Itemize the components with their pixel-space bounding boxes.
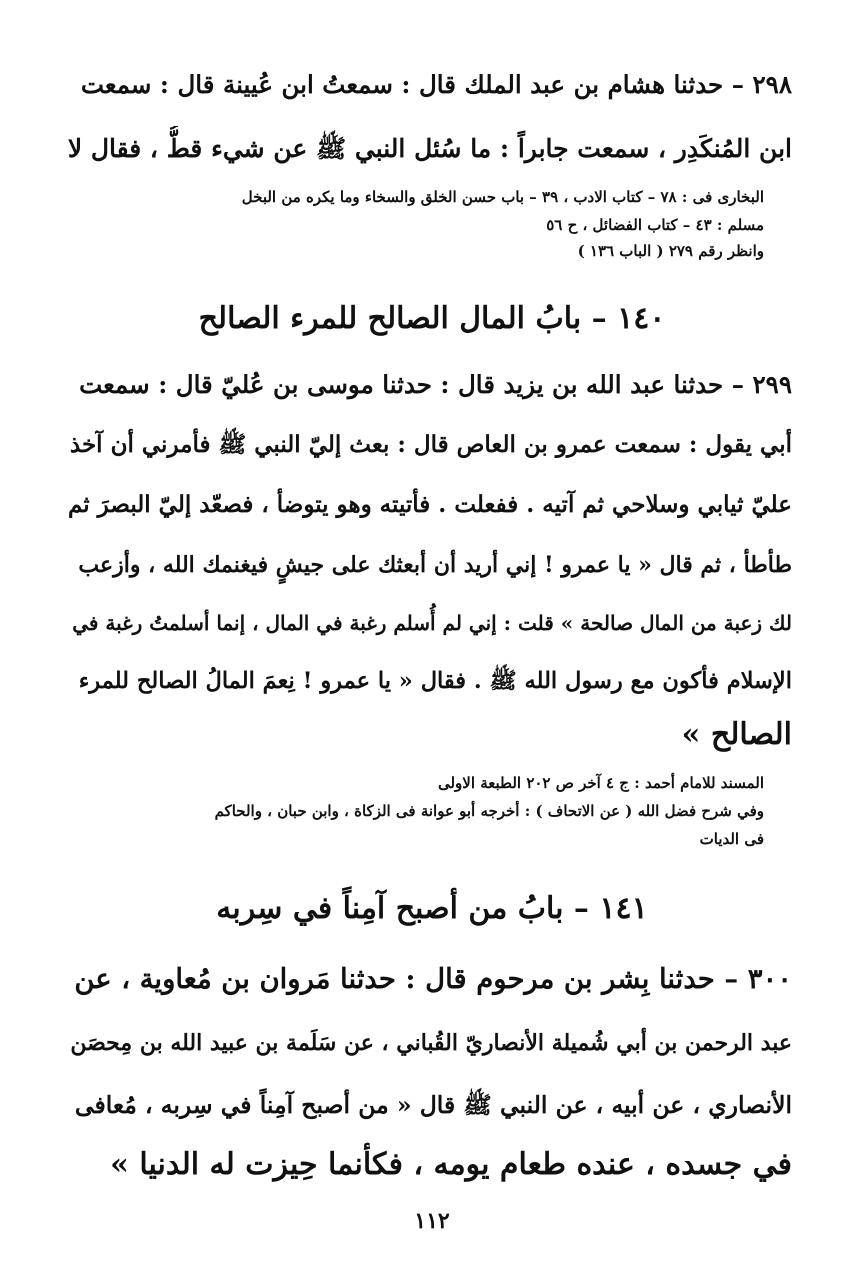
hadith-299-note-1: المسند للامام أحمد : ج ٤ آخر ص ٢٠٢ الطبعة الاولى: [437, 774, 764, 792]
chapter-141-heading: ١٤١ – بابُ من أصبح آمِناً في سِربه: [216, 891, 648, 926]
hadith-298-line-2: ابن المُنكَدِر ، سمعت جابراً : ما سُئل النبي ﷺ عن شيء قطُّ ، فقال لا: [68, 134, 792, 163]
hadith-299-line-2: أبي يقول : سمعت عمرو بن العاص قال : بعث إليّ النبي ﷺ فأمرني أن آخذ: [69, 431, 792, 458]
hadith-300-line-4: في جسده ، عنده طعام يومه ، فكأنما حِيزت له الدنيا »: [110, 1147, 792, 1182]
page-number: ١١٢: [414, 1208, 450, 1234]
hadith-298-note-2: مسلم : ٤٣ – كتاب الفضائل ، ح ٥٦: [546, 216, 764, 234]
hadith-298-line-1: ٢٩٨ – حدثنا هشام بن عبد الملك قال : سمعتُ ابن عُيينة قال : سمعت: [80, 70, 792, 99]
hadith-299-line-1: ٢٩٩ – حدثنا عبد الله بن يزيد قال : حدثنا موسى بن عُليّ قال : سمعت: [79, 370, 792, 399]
hadith-298-note-1: البخارى فى : ٧٨ – كتاب الادب ، ٣٩ – باب حسن الخلق والسخاء وما يكره من البخل: [241, 188, 764, 206]
hadith-299-note-3: فى الديات: [699, 830, 764, 848]
hadith-299-line-3: عليّ ثيابي وسلاحي ثم آتيه . ففعلت . فأتيته وهو يتوضأ ، فصعّد إليّ البصرَ ثم: [68, 491, 792, 518]
hadith-300-line-3: الأنصاري ، عن أبيه ، عن النبي ﷺ قال « من أصبح آمِناً في سِربه ، مُعافى: [74, 1091, 792, 1119]
hadith-298-note-3: وانظر رقم ٢٧٩ ( الباب ١٣٦ ): [577, 242, 764, 260]
hadith-299-note-2: وفي شرح فضل الله ( عن الاتحاف ) : أخرجه أبو عوانة فى الزكاة ، وابن حبان ، والحاكم: [214, 802, 764, 820]
hadith-299-line-5: لك زعبة من المال صالحة » قلت : إني لم أُسلم رغبة في المال ، إنما أسلمتُ رغبة في: [72, 611, 792, 635]
hadith-300-line-1: ٣٠٠ – حدثنا بِشر بن مرحوم قال : حدثنا مَروان بن مُعاوية ، عن: [74, 963, 792, 995]
chapter-140-heading: ١٤٠ – بابُ المال الصالح للمرء الصالح: [198, 301, 666, 336]
hadith-300-line-2: عبد الرحمن بن أبي شُميلة الأنصاريّ القُباني ، عن سَلَمة بن عبيد الله بن مِحصَن: [70, 1030, 792, 1056]
hadith-299-line-6: الإسلام فأكون مع رسول الله ﷺ . فقال « يا عمرو ! نِعمَ المالُ الصالح للمرء: [78, 668, 792, 694]
hadith-299-line-4: طأطأ ، ثم قال « يا عمرو ! إني أريد أن أبعثك على جيشٍ فيغنمك الله ، وأزعب: [78, 552, 792, 578]
hadith-299-line-7: الصالح »: [681, 717, 792, 752]
